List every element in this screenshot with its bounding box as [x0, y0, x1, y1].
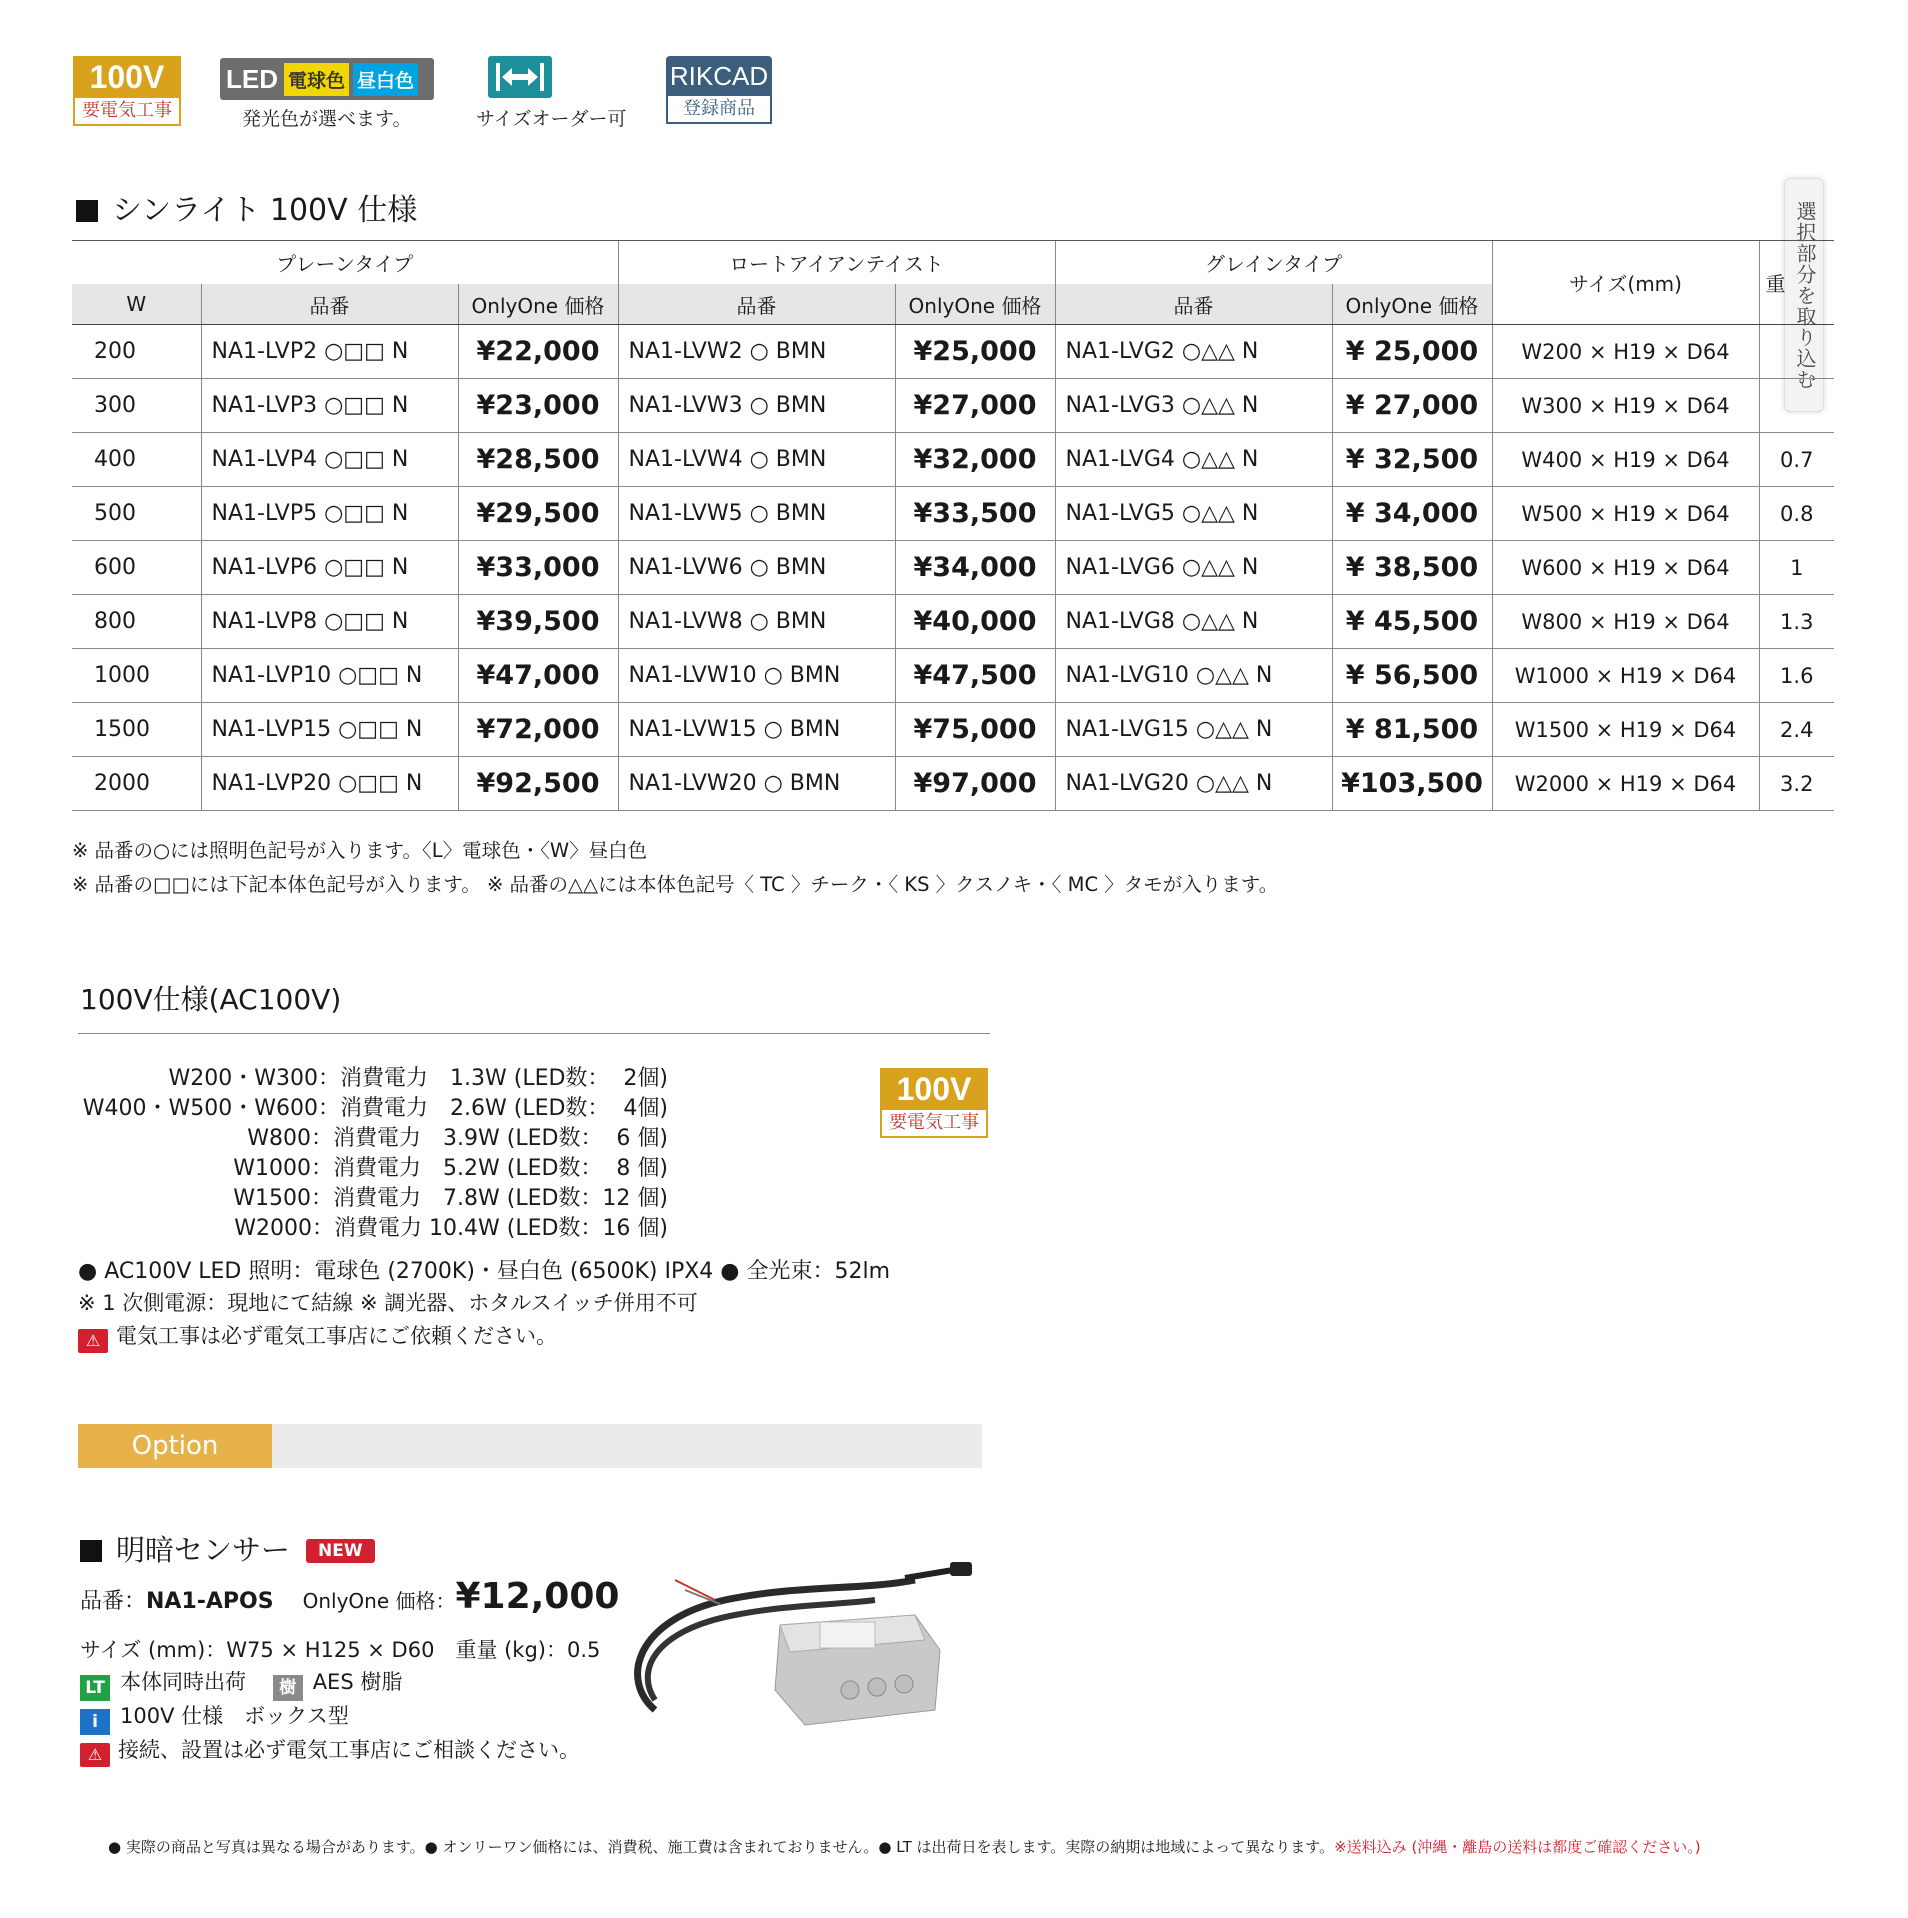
- square-bullet-icon: [76, 200, 98, 222]
- part-grain: NA1-LVG10 ○△△ N: [1055, 649, 1332, 703]
- part-plain: NA1-LVP3 ○□□ N: [201, 379, 458, 433]
- footer-shipping-note: ※送料込み (沖縄・離島の送料は都度ご確認ください。): [1334, 1838, 1701, 1856]
- power-line: W200・W300：消費電力 1.3W (LED数： 2個): [168, 1066, 668, 1091]
- price-grain: ¥ 32,500: [1332, 433, 1492, 487]
- part-grain: NA1-LVG6 ○△△ N: [1055, 541, 1332, 595]
- price-plain: ¥92,500: [458, 757, 618, 811]
- part-grain: NA1-LVG4 ○△△ N: [1055, 433, 1332, 487]
- table-row: [72, 433, 1834, 487]
- option-lt-line: [80, 1666, 402, 1701]
- part-grain: NA1-LVG2 ○△△ N: [1055, 325, 1332, 379]
- spec-warning-text: 電気工事は必ず電気工事店にご依頼ください。: [116, 1324, 557, 1348]
- option-info-line: [80, 1700, 349, 1735]
- spec100-power-list: [78, 1064, 668, 1244]
- price-grain: ¥ 38,500: [1332, 541, 1492, 595]
- row-width: 1500: [72, 703, 201, 757]
- price-wrought: ¥32,000: [895, 433, 1055, 487]
- part-plain: NA1-LVP6 ○□□ N: [201, 541, 458, 595]
- size-cell: W600 × H19 × D64: [1492, 541, 1759, 595]
- footer: [108, 1836, 1701, 1857]
- size-cell: W400 × H19 × D64: [1492, 433, 1759, 487]
- price-wrought: ¥40,000: [895, 595, 1055, 649]
- price-label: OnlyOne 価格：: [302, 1589, 456, 1613]
- option-bar: [78, 1424, 982, 1468]
- import-selection-label: 選択部分を取り込む: [1793, 201, 1817, 390]
- warning-icon: ⚠: [78, 1329, 108, 1353]
- table-row: [72, 541, 1834, 595]
- table-row: [72, 649, 1834, 703]
- row-width: 300: [72, 379, 201, 433]
- weight-cell: [1759, 379, 1834, 433]
- price-grain: ¥ 81,500: [1332, 703, 1492, 757]
- section-title-text: シンライト 100V 仕様: [112, 193, 418, 228]
- spec-bullet: ● AC100V LED 照明：電球色 (2700K)・昼白色 (6500K) IPX4 ● 全光束：52lm: [78, 1259, 891, 1284]
- option-part-line: [80, 1576, 619, 1617]
- part-plain: NA1-LVP5 ○□□ N: [201, 487, 458, 541]
- row-width: 600: [72, 541, 201, 595]
- led-warm-color: 電球色: [284, 63, 349, 96]
- table-row: [72, 379, 1834, 433]
- led-label: LED: [226, 63, 278, 94]
- badge-100v: [73, 56, 181, 126]
- price-grain: ¥ 45,500: [1332, 595, 1492, 649]
- badge-rikcad: [666, 56, 772, 126]
- new-badge: NEW: [306, 1539, 375, 1563]
- part-number: NA1-APOS: [146, 1589, 274, 1614]
- col-price-plain: OnlyOne 価格: [458, 284, 618, 325]
- part-plain: NA1-LVP4 ○□□ N: [201, 433, 458, 487]
- material-text: AES 樹脂: [312, 1670, 403, 1694]
- power-line: W400・W500・W600：消費電力 2.6W (LED数： 4個): [82, 1096, 668, 1121]
- price-wrought: ¥47,500: [895, 649, 1055, 703]
- price-grain: ¥ 25,000: [1332, 325, 1492, 379]
- price-wrought: ¥34,000: [895, 541, 1055, 595]
- row-width: 400: [72, 433, 201, 487]
- badge-led: [220, 58, 434, 100]
- warning-icon: ⚠: [80, 1743, 110, 1767]
- info-text: 100V 仕様 ボックス型: [120, 1704, 349, 1728]
- option-product-title: [80, 1528, 375, 1569]
- sensor-photo: [615, 1560, 995, 1730]
- table-row: [72, 487, 1834, 541]
- col-w: W: [72, 284, 201, 325]
- weight-cell: 1.6: [1759, 649, 1834, 703]
- price-plain: ¥28,500: [458, 433, 618, 487]
- option-warning-text: 接続、設置は必ず電気工事店にご相談ください。: [118, 1738, 580, 1762]
- square-bullet-icon: [80, 1540, 102, 1562]
- note-body-color: ※ 品番の□□には下記本体色記号が入ります。 ※ 品番の△△には本体色記号〈 TC 〉チーク・〈 KS 〉クスノキ・〈 MC 〉タモが入ります。: [72, 873, 1279, 896]
- badge-electrical-work: 要電気工事: [73, 98, 181, 126]
- table-row: [72, 757, 1834, 811]
- col-part-wrought: 品番: [618, 284, 895, 325]
- spec100-title: 100V仕様(AC100V): [80, 983, 342, 1016]
- option-price: ¥12,000: [455, 1576, 620, 1617]
- price-wrought: ¥75,000: [895, 703, 1055, 757]
- weight-cell: 2.4: [1759, 703, 1834, 757]
- price-grain: ¥ 27,000: [1332, 379, 1492, 433]
- part-label: 品番：: [80, 1589, 147, 1614]
- size-order-icon: [488, 56, 552, 98]
- price-plain: ¥23,000: [458, 379, 618, 433]
- table-row: [72, 595, 1834, 649]
- badge-electrical-work: 要電気工事: [880, 1110, 988, 1138]
- table-group-row: [72, 241, 1834, 285]
- table-row: [72, 325, 1834, 379]
- size-cell: W1500 × H19 × D64: [1492, 703, 1759, 757]
- power-line: W2000：消費電力 10.4W (LED数：16 個): [234, 1216, 668, 1241]
- part-wrought: NA1-LVW3 ○ BMN: [618, 379, 895, 433]
- size-cell: W1000 × H19 × D64: [1492, 649, 1759, 703]
- price-plain: ¥39,500: [458, 595, 618, 649]
- badge-100v-label: 100V: [73, 56, 181, 98]
- lt-icon: LT: [80, 1675, 110, 1701]
- badge-100v-small: [880, 1068, 988, 1138]
- group-grain: グレインタイプ: [1055, 241, 1492, 285]
- row-width: 500: [72, 487, 201, 541]
- size-cell: W800 × H19 × D64: [1492, 595, 1759, 649]
- price-plain: ¥33,000: [458, 541, 618, 595]
- part-grain: NA1-LVG20 ○△△ N: [1055, 757, 1332, 811]
- price-wrought: ¥33,500: [895, 487, 1055, 541]
- table-row: [72, 703, 1834, 757]
- spec-table: [72, 240, 1834, 811]
- col-price-grain: OnlyOne 価格: [1332, 284, 1492, 325]
- part-plain: NA1-LVP15 ○□□ N: [201, 703, 458, 757]
- option-product-title-text: 明暗センサー: [116, 1533, 291, 1567]
- part-wrought: NA1-LVW8 ○ BMN: [618, 595, 895, 649]
- option-label: Option: [78, 1424, 272, 1468]
- row-width: 1000: [72, 649, 201, 703]
- size-order-caption: サイズオーダー可: [476, 108, 627, 130]
- size-cell: W2000 × H19 × D64: [1492, 757, 1759, 811]
- price-wrought: ¥27,000: [895, 379, 1055, 433]
- group-plain: プレーンタイプ: [72, 241, 618, 285]
- row-width: 800: [72, 595, 201, 649]
- price-plain: ¥22,000: [458, 325, 618, 379]
- option-warning-line: [80, 1734, 580, 1767]
- part-plain: NA1-LVP10 ○□□ N: [201, 649, 458, 703]
- part-wrought: NA1-LVW15 ○ BMN: [618, 703, 895, 757]
- group-wrought-iron: ロートアイアンテイスト: [618, 241, 1055, 285]
- price-grain: ¥ 34,000: [1332, 487, 1492, 541]
- part-plain: NA1-LVP2 ○□□ N: [201, 325, 458, 379]
- material-icon: 樹: [273, 1675, 303, 1701]
- size-cell: W500 × H19 × D64: [1492, 487, 1759, 541]
- part-wrought: NA1-LVW20 ○ BMN: [618, 757, 895, 811]
- note-light-color: ※ 品番の○には照明色記号が入ります。〈L〉電球色・〈W〉昼白色: [72, 839, 648, 862]
- col-part-grain: 品番: [1055, 284, 1332, 325]
- part-grain: NA1-LVG15 ○△△ N: [1055, 703, 1332, 757]
- lt-text: 本体同時出荷: [120, 1670, 246, 1694]
- part-grain: NA1-LVG5 ○△△ N: [1055, 487, 1332, 541]
- badge-100v-label: 100V: [880, 1068, 988, 1110]
- spec-warning: [78, 1320, 557, 1353]
- part-plain: NA1-LVP20 ○□□ N: [201, 757, 458, 811]
- info-icon: i: [80, 1709, 110, 1735]
- footer-text: ● 実際の商品と写真は異なる場合があります。● オンリーワン価格には、消費税、施工費は含まれておりません。● LT は出荷日を表します。実際の納期は地域によって異なります。: [108, 1838, 1335, 1856]
- option-size-line: サイズ (mm)：W75 × H125 × D60 重量 (kg)：0.5: [80, 1638, 601, 1662]
- col-part-plain: 品番: [201, 284, 458, 325]
- price-grain: ¥ 56,500: [1332, 649, 1492, 703]
- power-line: W800：消費電力 3.9W (LED数： 6 個): [247, 1126, 668, 1151]
- led-daylight-color: 昼白色: [353, 63, 418, 96]
- part-wrought: NA1-LVW10 ○ BMN: [618, 649, 895, 703]
- price-plain: ¥72,000: [458, 703, 618, 757]
- part-grain: NA1-LVG3 ○△△ N: [1055, 379, 1332, 433]
- weight-cell: [1759, 325, 1834, 379]
- row-width: 2000: [72, 757, 201, 811]
- weight-cell: 0.8: [1759, 487, 1834, 541]
- rikcad-label: RIKCAD: [666, 56, 772, 96]
- spec-note: ※ 1 次側電源：現地にて結線 ※ 調光器、ホタルスイッチ併用不可: [78, 1291, 698, 1315]
- size-cell: W200 × H19 × D64: [1492, 325, 1759, 379]
- power-line: W1000：消費電力 5.2W (LED数： 8 個): [233, 1156, 668, 1181]
- rikcad-registered: 登録商品: [666, 96, 772, 124]
- col-size: サイズ(mm): [1492, 241, 1759, 325]
- price-plain: ¥47,000: [458, 649, 618, 703]
- price-grain: ¥103,500: [1332, 757, 1492, 811]
- price-wrought: ¥97,000: [895, 757, 1055, 811]
- part-grain: NA1-LVG8 ○△△ N: [1055, 595, 1332, 649]
- price-wrought: ¥25,000: [895, 325, 1055, 379]
- part-plain: NA1-LVP8 ○□□ N: [201, 595, 458, 649]
- col-weight: 重: [1759, 241, 1834, 325]
- led-caption: 発光色が選べます。: [242, 108, 412, 130]
- weight-cell: 3.2: [1759, 757, 1834, 811]
- price-plain: ¥29,500: [458, 487, 618, 541]
- part-wrought: NA1-LVW5 ○ BMN: [618, 487, 895, 541]
- power-line: W1500：消費電力 7.8W (LED数：12 個): [233, 1186, 668, 1211]
- weight-cell: 1: [1759, 541, 1834, 595]
- weight-cell: 1.3: [1759, 595, 1834, 649]
- spec100-divider: [78, 1033, 990, 1034]
- part-wrought: NA1-LVW2 ○ BMN: [618, 325, 895, 379]
- weight-cell: 0.7: [1759, 433, 1834, 487]
- section-title: [76, 185, 417, 229]
- row-width: 200: [72, 325, 201, 379]
- col-price-wrought: OnlyOne 価格: [895, 284, 1055, 325]
- size-cell: W300 × H19 × D64: [1492, 379, 1759, 433]
- part-wrought: NA1-LVW6 ○ BMN: [618, 541, 895, 595]
- part-wrought: NA1-LVW4 ○ BMN: [618, 433, 895, 487]
